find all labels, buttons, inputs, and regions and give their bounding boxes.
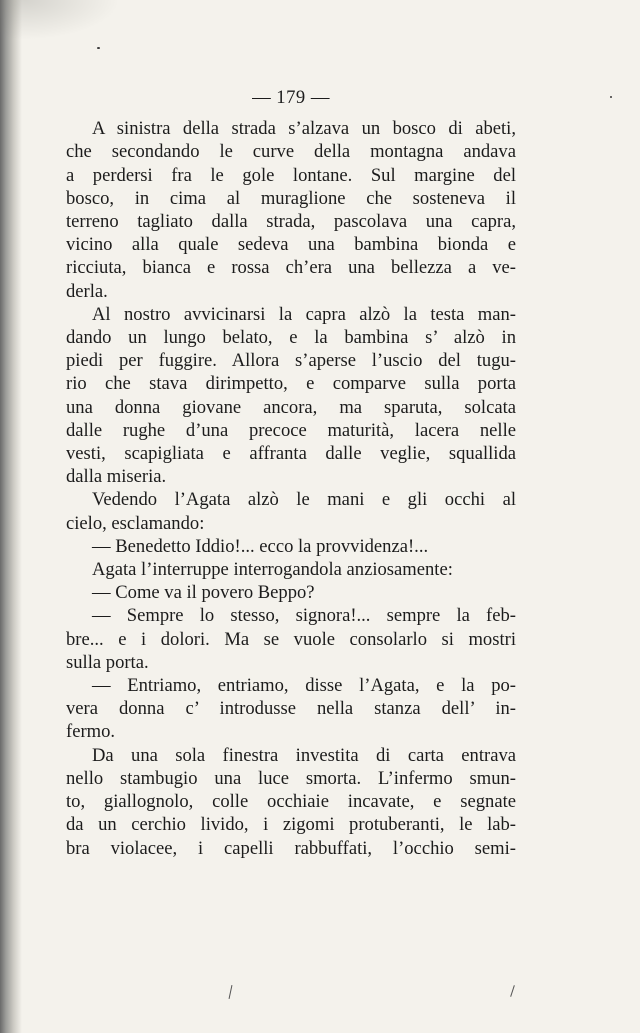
paragraph-2 bbox=[66, 303, 516, 489]
text-line: fermo. bbox=[66, 721, 116, 743]
paragraph-5 bbox=[66, 558, 516, 581]
text-line: Al nostro avvicinarsi la capra alzò la testa man- bbox=[92, 303, 516, 325]
text-line: una donna giovane ancora, ma sparuta, solcata bbox=[66, 396, 516, 418]
text-line: cielo, esclamando: bbox=[66, 512, 205, 534]
paragraph-9 bbox=[66, 744, 516, 860]
text-line: vera donna c’ introdusse nella stanza dell’ in- bbox=[66, 698, 516, 720]
text-line: — Entriamo, entriamo, disse l’Agata, e la po- bbox=[92, 675, 516, 697]
text-line: da un cerchio livido, i zigomi protuberanti, le lab- bbox=[66, 814, 516, 836]
binding-shadow bbox=[0, 0, 22, 1033]
text-line: to, giallognolo, colle occhiaie incavate, e segnate bbox=[66, 791, 516, 813]
dialogue-line bbox=[66, 535, 516, 558]
text-line: vesti, scapigliata e affranta dalle veglie, squallida bbox=[66, 443, 516, 465]
text-line: — Come va il povero Beppo? bbox=[92, 582, 315, 604]
text-line: — Benedetto Iddio!... ecco la provvidenza!... bbox=[92, 535, 429, 557]
text-line: vicino alla quale sedeva una bambina bionda e bbox=[66, 234, 516, 256]
page-number-header: — 179 — bbox=[252, 87, 330, 108]
text-line: a perdersi fra le gole lontane. Sul margine del bbox=[66, 164, 516, 186]
text-line: dando un lungo belato, e la bambina s’ alzò in bbox=[66, 327, 516, 349]
text-line: piedi per fuggire. Allora s’aperse l’uscio del tugu- bbox=[66, 350, 516, 372]
dialogue-line bbox=[66, 581, 516, 604]
text-line: bra violacee, i capelli rabbuffati, l’occhio semi- bbox=[66, 837, 516, 859]
dialogue-line bbox=[66, 604, 516, 674]
text-line: che secondando le curve della montagna andava bbox=[66, 141, 516, 163]
ink-mark bbox=[510, 985, 515, 997]
text-line: bre... e i dolori. Ma se vuole consolarlo si mostri bbox=[66, 628, 516, 650]
text-line: derla. bbox=[66, 280, 108, 302]
text-line: terreno tagliato dalla strada, pascolava una capra, bbox=[66, 211, 516, 233]
text-line: Vedendo l’Agata alzò le mani e gli occhi al bbox=[92, 489, 516, 511]
text-line: Da una sola finestra investita di carta entrava bbox=[92, 744, 516, 766]
text-line: sulla porta. bbox=[66, 651, 149, 673]
text-line: dalla miseria. bbox=[66, 466, 167, 488]
paragraph-3 bbox=[66, 488, 516, 534]
page-text bbox=[66, 86, 516, 860]
text-line: A sinistra della strada s’alzava un bosco di abeti, bbox=[92, 118, 516, 140]
ink-mark bbox=[229, 985, 233, 999]
text-line: nello stambugio una luce smorta. L’infermo smun- bbox=[66, 767, 516, 789]
dialogue-line bbox=[66, 674, 516, 744]
text-line: — Sempre lo stesso, signora!... sempre la feb- bbox=[92, 605, 516, 627]
paragraph-1 bbox=[66, 117, 516, 303]
text-line: Agata l’interruppe interrogandola anziosamente: bbox=[92, 559, 453, 581]
paper-smudge bbox=[0, 0, 120, 40]
text-line: dalle rughe d’una precoce maturità, lacera nelle bbox=[66, 419, 516, 441]
text-line: rio che stava dirimpetto, e comparve sulla porta bbox=[66, 373, 516, 395]
text-line: ricciuta, bianca e rossa ch’era una bellezza a ve- bbox=[66, 257, 516, 279]
ink-speck bbox=[97, 47, 100, 49]
ink-speck bbox=[610, 96, 612, 98]
text-line: bosco, in cima al muraglione che sosteneva il bbox=[66, 187, 516, 209]
